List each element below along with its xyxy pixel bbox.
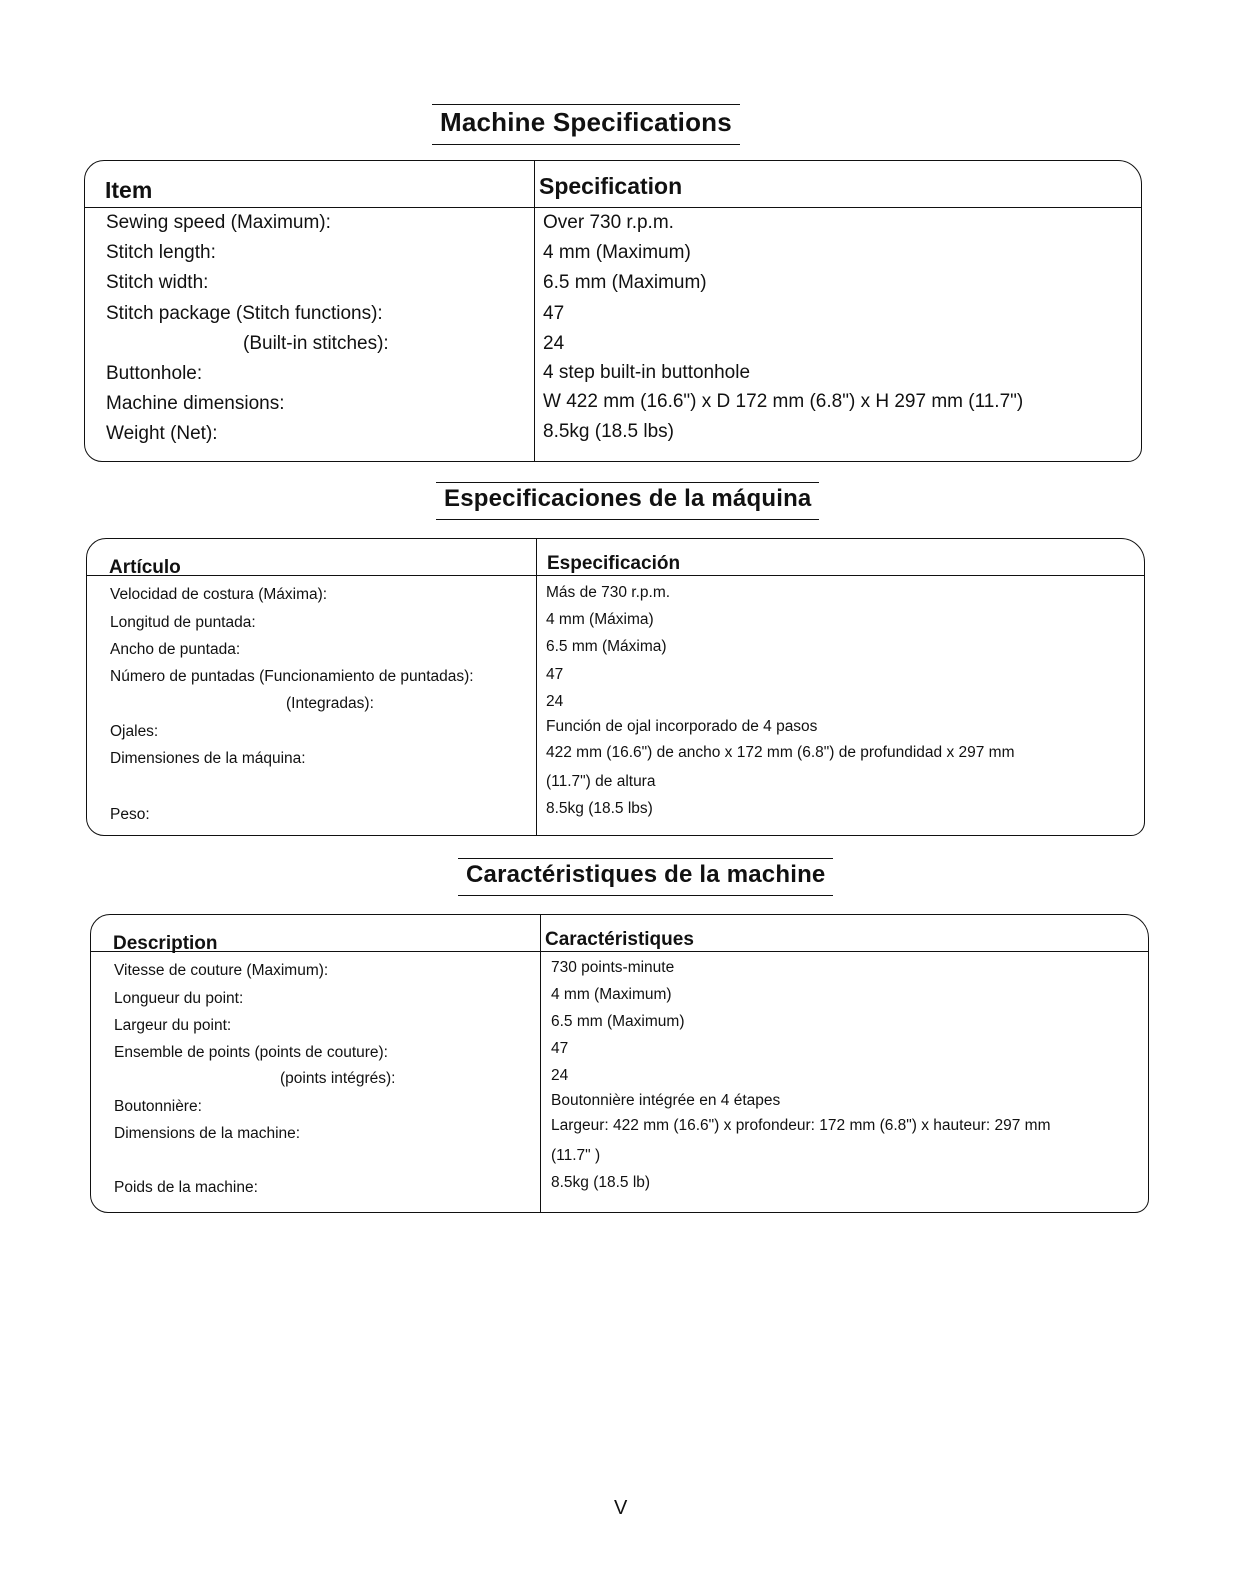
row-item: Ojales:	[110, 723, 159, 740]
row-spec: 4 mm (Maximum)	[543, 242, 691, 263]
header-item: Description	[113, 933, 218, 954]
row-item: Velocidad de costura (Máxima):	[110, 586, 328, 603]
row-item: Dimensions de la machine:	[114, 1125, 301, 1142]
row-spec: 6.5 mm (Máxima)	[546, 638, 667, 655]
row-item: Ancho de puntada:	[110, 641, 241, 658]
row-spec: Over 730 r.p.m.	[543, 212, 674, 233]
header-specification: Caractéristiques	[545, 929, 694, 950]
spec-table-en	[84, 160, 1142, 462]
row-spec: 47	[543, 303, 565, 324]
row-spec: Largeur: 422 mm (16.6") x profondeur: 172 mm (6.8") x hauteur: 297 mm	[551, 1117, 1051, 1134]
row-item: Machine dimensions:	[106, 393, 285, 414]
row-item: Buttonhole:	[106, 363, 203, 384]
header-specification: Especificación	[547, 553, 681, 574]
row-spec: 8.5kg (18.5 lbs)	[543, 421, 674, 442]
row-spec: 4 mm (Máxima)	[546, 611, 654, 628]
row-item: Stitch length:	[106, 242, 216, 263]
row-item: Largeur du point:	[114, 1017, 232, 1034]
row-spec: 4 mm (Maximum)	[551, 986, 672, 1003]
row-item: Stitch package (Stitch functions):	[106, 303, 383, 324]
row-spec: 4 step built-in buttonhole	[543, 362, 751, 383]
section-title-es: Especificaciones de la máquina	[436, 482, 819, 520]
row-spec: (11.7") de altura	[546, 773, 656, 790]
row-spec: 422 mm (16.6") de ancho x 172 mm (6.8") de profundidad x 297 mm	[546, 744, 1015, 761]
row-item: Longueur du point:	[114, 990, 244, 1007]
row-item: Weight (Net):	[106, 423, 218, 444]
column-divider	[536, 539, 537, 835]
column-divider	[534, 161, 535, 461]
row-item: Peso:	[110, 806, 150, 823]
header-item: Artículo	[109, 557, 181, 578]
row-item: Número de puntadas (Funcionamiento de puntadas):	[110, 668, 474, 685]
row-spec: 24	[551, 1067, 569, 1084]
spec-table-es	[86, 538, 1145, 836]
row-item: (Integradas):	[286, 695, 374, 712]
row-spec: Más de 730 r.p.m.	[546, 584, 671, 601]
row-item: Boutonnière:	[114, 1098, 202, 1115]
row-spec: W 422 mm (16.6") x D 172 mm (6.8") x H 297 mm (11.7")	[543, 391, 1024, 412]
row-spec: 24	[546, 693, 564, 710]
row-spec: 47	[546, 666, 564, 683]
row-item: Stitch width:	[106, 272, 209, 293]
row-item: Poids de la machine:	[114, 1179, 258, 1196]
row-item: (points intégrés):	[280, 1070, 396, 1087]
row-item: Sewing speed (Maximum):	[106, 212, 331, 233]
row-spec: 6.5 mm (Maximum)	[551, 1013, 685, 1030]
row-spec: 8.5kg (18.5 lb)	[551, 1174, 651, 1191]
row-spec: 730 points-minute	[551, 959, 675, 976]
row-spec: 6.5 mm (Maximum)	[543, 272, 707, 293]
row-item: Vitesse de couture (Maximum):	[114, 962, 329, 979]
row-item: Ensemble de points (points de couture):	[114, 1044, 388, 1061]
column-divider	[540, 915, 541, 1212]
header-item: Item	[105, 177, 153, 203]
row-spec: 8.5kg (18.5 lbs)	[546, 800, 653, 817]
row-spec: Boutonnière intégrée en 4 étapes	[551, 1092, 781, 1109]
row-item: (Built-in stitches):	[243, 333, 389, 354]
row-spec: Función de ojal incorporado de 4 pasos	[546, 718, 818, 735]
row-spec: 24	[543, 333, 565, 354]
section-title-fr: Caractéristiques de la machine	[458, 858, 833, 896]
row-item: Longitud de puntada:	[110, 614, 256, 631]
spec-table-fr	[90, 914, 1149, 1213]
page-number: V	[614, 1497, 628, 1519]
section-title-en: Machine Specifications	[432, 104, 740, 145]
header-specification: Specification	[539, 173, 683, 199]
row-spec: 47	[551, 1040, 569, 1057]
row-item: Dimensiones de la máquina:	[110, 750, 306, 767]
row-spec: (11.7" )	[551, 1147, 601, 1164]
